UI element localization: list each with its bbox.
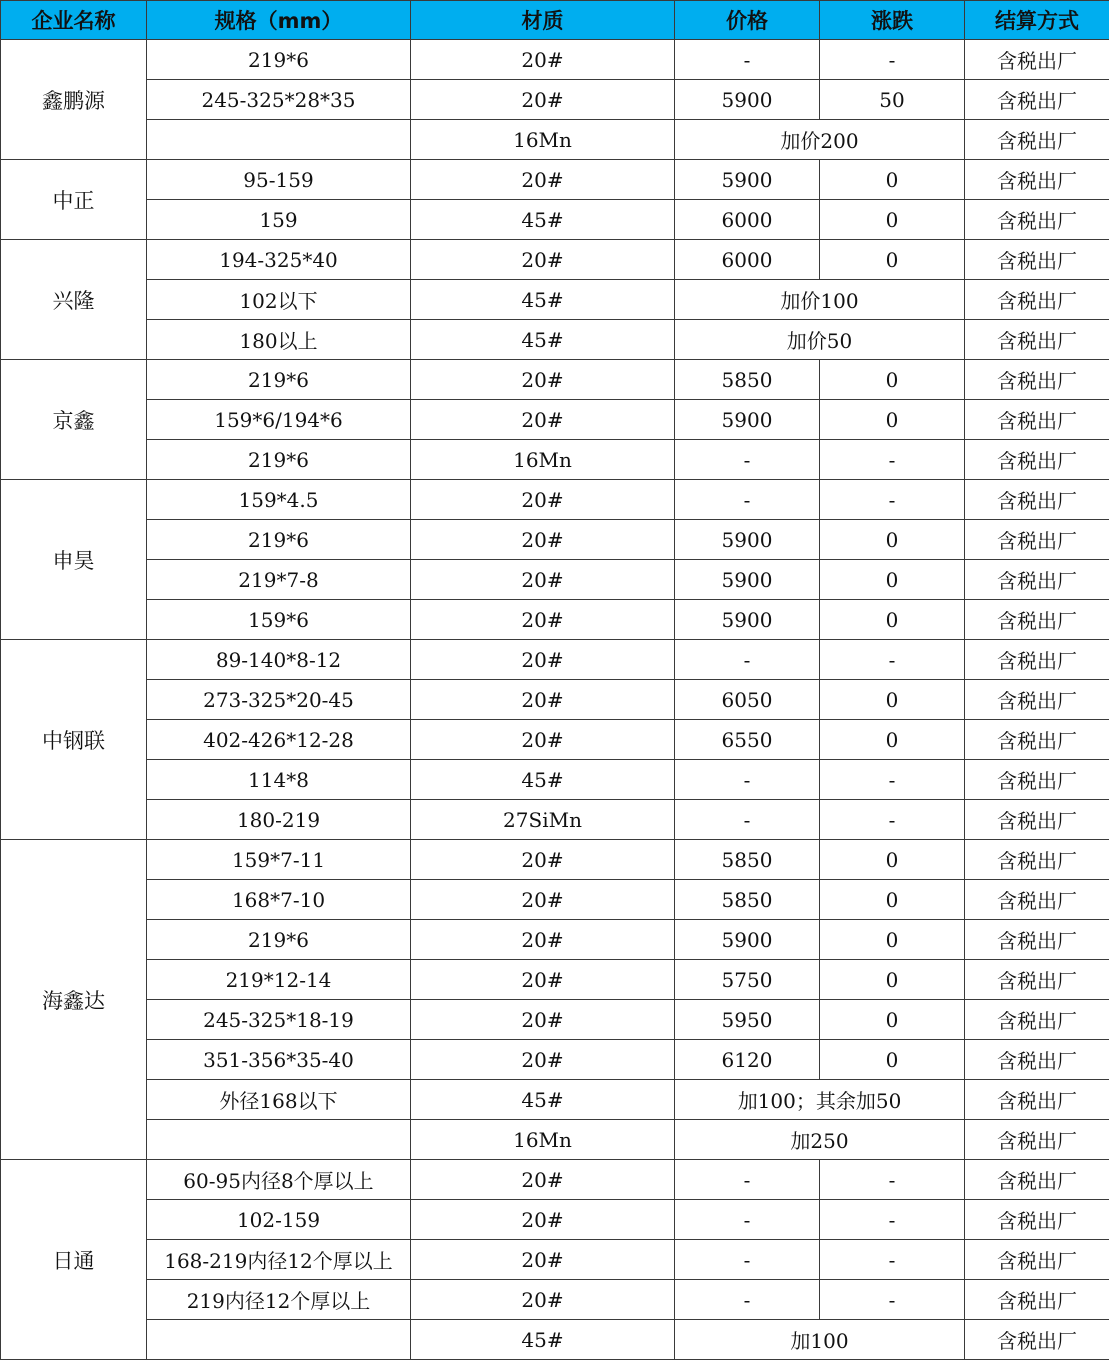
table-row xyxy=(1,1280,1109,1320)
table-row xyxy=(1,40,1109,80)
settlement-cell: 含税出厂 xyxy=(965,680,1109,720)
table-row xyxy=(1,920,1109,960)
table-row xyxy=(1,640,1109,680)
settlement-cell: 含税出厂 xyxy=(965,1280,1109,1320)
change-cell: - xyxy=(820,640,965,680)
spec-cell: 351-356*35-40 xyxy=(147,1040,411,1080)
spec-cell: 245-325*28*35 xyxy=(147,80,411,120)
spec-cell: 114*8 xyxy=(147,760,411,800)
settlement-cell: 含税出厂 xyxy=(965,120,1109,160)
settlement-cell: 含税出厂 xyxy=(965,800,1109,840)
table-row xyxy=(1,1200,1109,1240)
table-row xyxy=(1,680,1109,720)
price-cell: 5900 xyxy=(675,920,820,960)
material-cell: 20# xyxy=(411,400,675,440)
table-row xyxy=(1,800,1109,840)
material-cell: 45# xyxy=(411,1080,675,1120)
spec-cell xyxy=(147,120,411,160)
price-note-cell: 加100；其余加50 xyxy=(675,1080,965,1120)
settlement-cell: 含税出厂 xyxy=(965,1320,1109,1360)
spec-cell: 159*6/194*6 xyxy=(147,400,411,440)
material-cell: 20# xyxy=(411,960,675,1000)
price-cell: 5750 xyxy=(675,960,820,1000)
spec-cell: 102以下 xyxy=(147,280,411,320)
price-cell: 6120 xyxy=(675,1040,820,1080)
spec-cell: 180-219 xyxy=(147,800,411,840)
spec-cell: 219内径12个厚以上 xyxy=(147,1280,411,1320)
change-cell: 0 xyxy=(820,1040,965,1080)
settlement-cell: 含税出厂 xyxy=(965,1040,1109,1080)
table-row xyxy=(1,1080,1109,1120)
material-cell: 20# xyxy=(411,1000,675,1040)
spec-cell: 180以上 xyxy=(147,320,411,360)
material-cell: 20# xyxy=(411,520,675,560)
header-settlement: 结算方式 xyxy=(965,1,1109,40)
change-cell: - xyxy=(820,1280,965,1320)
table-row xyxy=(1,160,1109,200)
table-row xyxy=(1,1040,1109,1080)
material-cell: 20# xyxy=(411,40,675,80)
table-row xyxy=(1,280,1109,320)
price-note-cell: 加100 xyxy=(675,1320,965,1360)
settlement-cell: 含税出厂 xyxy=(965,560,1109,600)
change-cell: 0 xyxy=(820,680,965,720)
company-name: 申昊 xyxy=(1,480,147,640)
material-cell: 20# xyxy=(411,840,675,880)
material-cell: 20# xyxy=(411,1200,675,1240)
price-cell: 5900 xyxy=(675,600,820,640)
change-cell: - xyxy=(820,760,965,800)
price-cell: - xyxy=(675,760,820,800)
settlement-cell: 含税出厂 xyxy=(965,1000,1109,1040)
material-cell: 20# xyxy=(411,720,675,760)
price-note-cell: 加250 xyxy=(675,1120,965,1160)
table-row xyxy=(1,80,1109,120)
company-name: 中正 xyxy=(1,160,147,240)
change-cell: 0 xyxy=(820,560,965,600)
change-cell: 0 xyxy=(820,360,965,400)
price-cell: 5850 xyxy=(675,360,820,400)
price-note-cell: 加价50 xyxy=(675,320,965,360)
price-cell: 6550 xyxy=(675,720,820,760)
company-name: 京鑫 xyxy=(1,360,147,480)
table-row xyxy=(1,760,1109,800)
price-cell: 5850 xyxy=(675,840,820,880)
material-cell: 27SiMn xyxy=(411,800,675,840)
table-row xyxy=(1,480,1109,520)
settlement-cell: 含税出厂 xyxy=(965,400,1109,440)
material-cell: 16Mn xyxy=(411,120,675,160)
spec-cell: 102-159 xyxy=(147,1200,411,1240)
settlement-cell: 含税出厂 xyxy=(965,80,1109,120)
company-name: 兴隆 xyxy=(1,240,147,360)
settlement-cell: 含税出厂 xyxy=(965,600,1109,640)
header-spec: 规格（mm） xyxy=(147,1,411,40)
header-change: 涨跌 xyxy=(820,1,965,40)
price-cell: - xyxy=(675,440,820,480)
table-row xyxy=(1,200,1109,240)
price-cell: 5950 xyxy=(675,1000,820,1040)
header-price: 价格 xyxy=(675,1,820,40)
spec-cell: 219*6 xyxy=(147,40,411,80)
settlement-cell: 含税出厂 xyxy=(965,40,1109,80)
spec-cell: 159 xyxy=(147,200,411,240)
price-cell: 6000 xyxy=(675,240,820,280)
settlement-cell: 含税出厂 xyxy=(965,1120,1109,1160)
change-cell: 50 xyxy=(820,80,965,120)
table-row xyxy=(1,1160,1109,1200)
settlement-cell: 含税出厂 xyxy=(965,1080,1109,1120)
settlement-cell: 含税出厂 xyxy=(965,720,1109,760)
table-row xyxy=(1,120,1109,160)
change-cell: 0 xyxy=(820,400,965,440)
change-cell: 0 xyxy=(820,160,965,200)
material-cell: 20# xyxy=(411,920,675,960)
material-cell: 20# xyxy=(411,1160,675,1200)
header-row xyxy=(1,1,1109,40)
spec-cell: 159*6 xyxy=(147,600,411,640)
change-cell: - xyxy=(820,1240,965,1280)
settlement-cell: 含税出厂 xyxy=(965,960,1109,1000)
material-cell: 20# xyxy=(411,880,675,920)
spec-cell: 159*7-11 xyxy=(147,840,411,880)
price-cell: 5850 xyxy=(675,880,820,920)
table-row xyxy=(1,400,1109,440)
settlement-cell: 含税出厂 xyxy=(965,640,1109,680)
price-cell: 5900 xyxy=(675,400,820,440)
material-cell: 20# xyxy=(411,600,675,640)
table-row xyxy=(1,1320,1109,1360)
spec-cell: 95-159 xyxy=(147,160,411,200)
settlement-cell: 含税出厂 xyxy=(965,840,1109,880)
change-cell: - xyxy=(820,1160,965,1200)
material-cell: 20# xyxy=(411,480,675,520)
table-row xyxy=(1,360,1109,400)
material-cell: 45# xyxy=(411,1320,675,1360)
price-cell: - xyxy=(675,640,820,680)
header-material: 材质 xyxy=(411,1,675,40)
material-cell: 20# xyxy=(411,680,675,720)
change-cell: 0 xyxy=(820,920,965,960)
spec-cell: 219*6 xyxy=(147,360,411,400)
price-note-cell: 加价200 xyxy=(675,120,965,160)
change-cell: 0 xyxy=(820,200,965,240)
change-cell: 0 xyxy=(820,960,965,1000)
spec-cell: 159*4.5 xyxy=(147,480,411,520)
settlement-cell: 含税出厂 xyxy=(965,200,1109,240)
material-cell: 20# xyxy=(411,560,675,600)
spec-cell: 60-95内径8个厚以上 xyxy=(147,1160,411,1200)
spec-cell: 219*6 xyxy=(147,440,411,480)
change-cell: - xyxy=(820,440,965,480)
spec-cell xyxy=(147,1320,411,1360)
material-cell: 20# xyxy=(411,80,675,120)
settlement-cell: 含税出厂 xyxy=(965,440,1109,480)
material-cell: 20# xyxy=(411,1240,675,1280)
material-cell: 20# xyxy=(411,240,675,280)
settlement-cell: 含税出厂 xyxy=(965,160,1109,200)
spec-cell: 402-426*12-28 xyxy=(147,720,411,760)
spec-cell xyxy=(147,1120,411,1160)
settlement-cell: 含税出厂 xyxy=(965,760,1109,800)
table-body xyxy=(1,40,1109,1360)
spec-cell: 219*12-14 xyxy=(147,960,411,1000)
settlement-cell: 含税出厂 xyxy=(965,520,1109,560)
spec-cell: 245-325*18-19 xyxy=(147,1000,411,1040)
change-cell: - xyxy=(820,1200,965,1240)
price-cell: - xyxy=(675,40,820,80)
change-cell: - xyxy=(820,800,965,840)
price-cell: - xyxy=(675,1160,820,1200)
spec-cell: 外径168以下 xyxy=(147,1080,411,1120)
price-note-cell: 加价100 xyxy=(675,280,965,320)
material-cell: 45# xyxy=(411,200,675,240)
price-cell: 6000 xyxy=(675,200,820,240)
change-cell: - xyxy=(820,40,965,80)
table-row xyxy=(1,1240,1109,1280)
header-company: 企业名称 xyxy=(1,1,147,40)
change-cell: 0 xyxy=(820,840,965,880)
price-cell: - xyxy=(675,800,820,840)
price-cell: 5900 xyxy=(675,80,820,120)
table-row xyxy=(1,320,1109,360)
material-cell: 20# xyxy=(411,360,675,400)
material-cell: 45# xyxy=(411,320,675,360)
change-cell: - xyxy=(820,480,965,520)
material-cell: 16Mn xyxy=(411,1120,675,1160)
spec-cell: 273-325*20-45 xyxy=(147,680,411,720)
settlement-cell: 含税出厂 xyxy=(965,240,1109,280)
settlement-cell: 含税出厂 xyxy=(965,480,1109,520)
table-row xyxy=(1,840,1109,880)
spec-cell: 194-325*40 xyxy=(147,240,411,280)
settlement-cell: 含税出厂 xyxy=(965,320,1109,360)
spec-cell: 168*7-10 xyxy=(147,880,411,920)
table-row xyxy=(1,960,1109,1000)
material-cell: 45# xyxy=(411,280,675,320)
spec-cell: 219*6 xyxy=(147,520,411,560)
change-cell: 0 xyxy=(820,880,965,920)
price-cell: - xyxy=(675,1240,820,1280)
settlement-cell: 含税出厂 xyxy=(965,1240,1109,1280)
price-cell: - xyxy=(675,480,820,520)
change-cell: 0 xyxy=(820,600,965,640)
spec-cell: 219*6 xyxy=(147,920,411,960)
spec-cell: 219*7-8 xyxy=(147,560,411,600)
price-cell: 5900 xyxy=(675,520,820,560)
spec-cell: 168-219内径12个厚以上 xyxy=(147,1240,411,1280)
change-cell: 0 xyxy=(820,1000,965,1040)
settlement-cell: 含税出厂 xyxy=(965,1160,1109,1200)
change-cell: 0 xyxy=(820,240,965,280)
settlement-cell: 含税出厂 xyxy=(965,360,1109,400)
table-row xyxy=(1,1120,1109,1160)
change-cell: 0 xyxy=(820,720,965,760)
table-row xyxy=(1,520,1109,560)
company-name: 日通 xyxy=(1,1160,147,1360)
settlement-cell: 含税出厂 xyxy=(965,920,1109,960)
price-cell: 5900 xyxy=(675,160,820,200)
spec-cell: 89-140*8-12 xyxy=(147,640,411,680)
settlement-cell: 含税出厂 xyxy=(965,1200,1109,1240)
price-cell: - xyxy=(675,1200,820,1240)
table-row xyxy=(1,600,1109,640)
company-name: 中钢联 xyxy=(1,640,147,840)
material-cell: 16Mn xyxy=(411,440,675,480)
table-row xyxy=(1,720,1109,760)
change-cell: 0 xyxy=(820,520,965,560)
company-name: 海鑫达 xyxy=(1,840,147,1160)
table-row xyxy=(1,240,1109,280)
table-row xyxy=(1,880,1109,920)
price-cell: 6050 xyxy=(675,680,820,720)
material-cell: 45# xyxy=(411,760,675,800)
material-cell: 20# xyxy=(411,1280,675,1320)
material-cell: 20# xyxy=(411,640,675,680)
table-row xyxy=(1,1000,1109,1040)
table-row xyxy=(1,560,1109,600)
price-cell: 5900 xyxy=(675,560,820,600)
table-row xyxy=(1,440,1109,480)
company-name: 鑫鹏源 xyxy=(1,40,147,160)
price-cell: - xyxy=(675,1280,820,1320)
settlement-cell: 含税出厂 xyxy=(965,280,1109,320)
material-cell: 20# xyxy=(411,1040,675,1080)
material-cell: 20# xyxy=(411,160,675,200)
settlement-cell: 含税出厂 xyxy=(965,880,1109,920)
